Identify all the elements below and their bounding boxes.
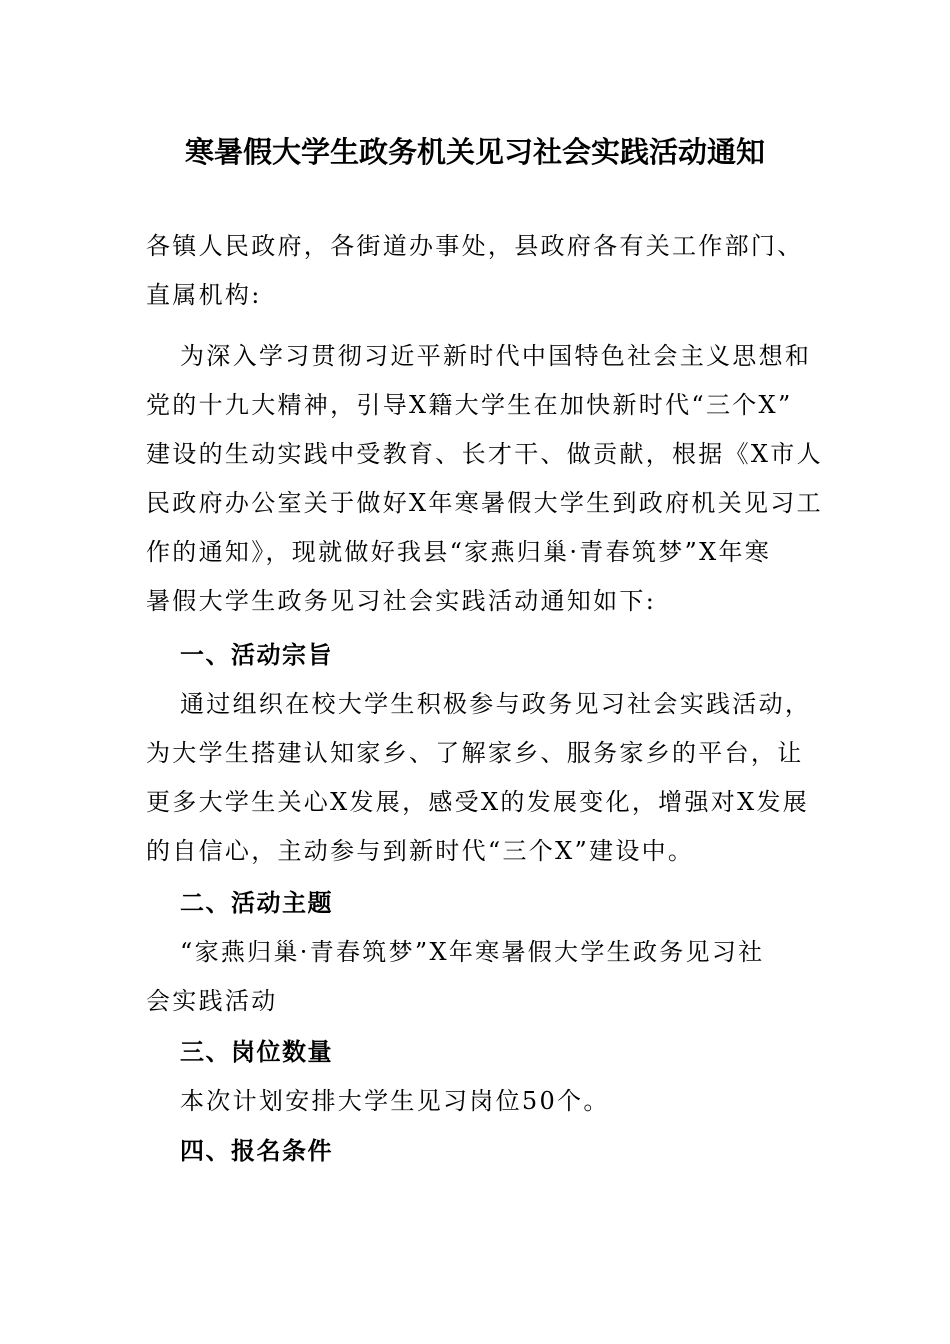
document-title: 寒暑假大学生政务机关见习社会实践活动通知 xyxy=(184,135,765,169)
section-theme xyxy=(146,879,816,1026)
section-heading: 四、报名条件 xyxy=(180,1137,333,1165)
intro-paragraph xyxy=(146,332,823,626)
section-heading: 三、岗位数量 xyxy=(180,1038,333,1066)
section-heading: 二、活动主题 xyxy=(180,889,333,917)
section-body-line: 的自信心，主动参与到新时代“三个X”建设中。 xyxy=(146,837,695,865)
intro-line: 作的通知》，现就做好我县“家燕归巢·青春筑梦”X年寒 xyxy=(146,538,772,566)
intro-line: 为深入学习贯彻习近平新时代中国特色社会主义思想和 xyxy=(180,342,812,370)
salutation-line: 直属机构: xyxy=(146,281,262,309)
section-body-line: 通过组织在校大学生积极参与政务见习社会实践活动， xyxy=(180,690,812,718)
intro-line: 暑假大学生政务见习社会实践活动通知如下: xyxy=(146,587,657,615)
intro-line: 建设的生动实践中受教育、长才干、做贡献，根据《X市人 xyxy=(146,440,823,468)
section-heading: 一、活动宗旨 xyxy=(180,641,333,669)
salutation xyxy=(146,222,816,320)
intro-line: 党的十九大精神，引导X籍大学生在加快新时代“三个X” xyxy=(146,391,793,419)
section-positions xyxy=(146,1028,816,1126)
intro-line: 民政府办公室关于做好X年寒暑假大学生到政府机关见习工 xyxy=(146,489,823,517)
section-purpose xyxy=(146,631,816,876)
salutation-line: 各镇人民政府，各街道办事处，县政府各有关工作部门、 xyxy=(146,232,804,260)
section-body-line: “家燕归巢·青春筑梦”X年寒暑假大学生政务见习社 xyxy=(180,938,765,966)
section-body-line: 为大学生搭建认知家乡、了解家乡、服务家乡的平台，让 xyxy=(146,739,804,767)
section-body-line: 更多大学生关心X发展，感受X的发展变化，增强对X发展 xyxy=(146,788,810,816)
section-eligibility xyxy=(146,1127,816,1176)
section-body-line: 会实践活动 xyxy=(146,987,278,1015)
section-body-line: 本次计划安排大学生见习岗位50个。 xyxy=(180,1087,610,1115)
